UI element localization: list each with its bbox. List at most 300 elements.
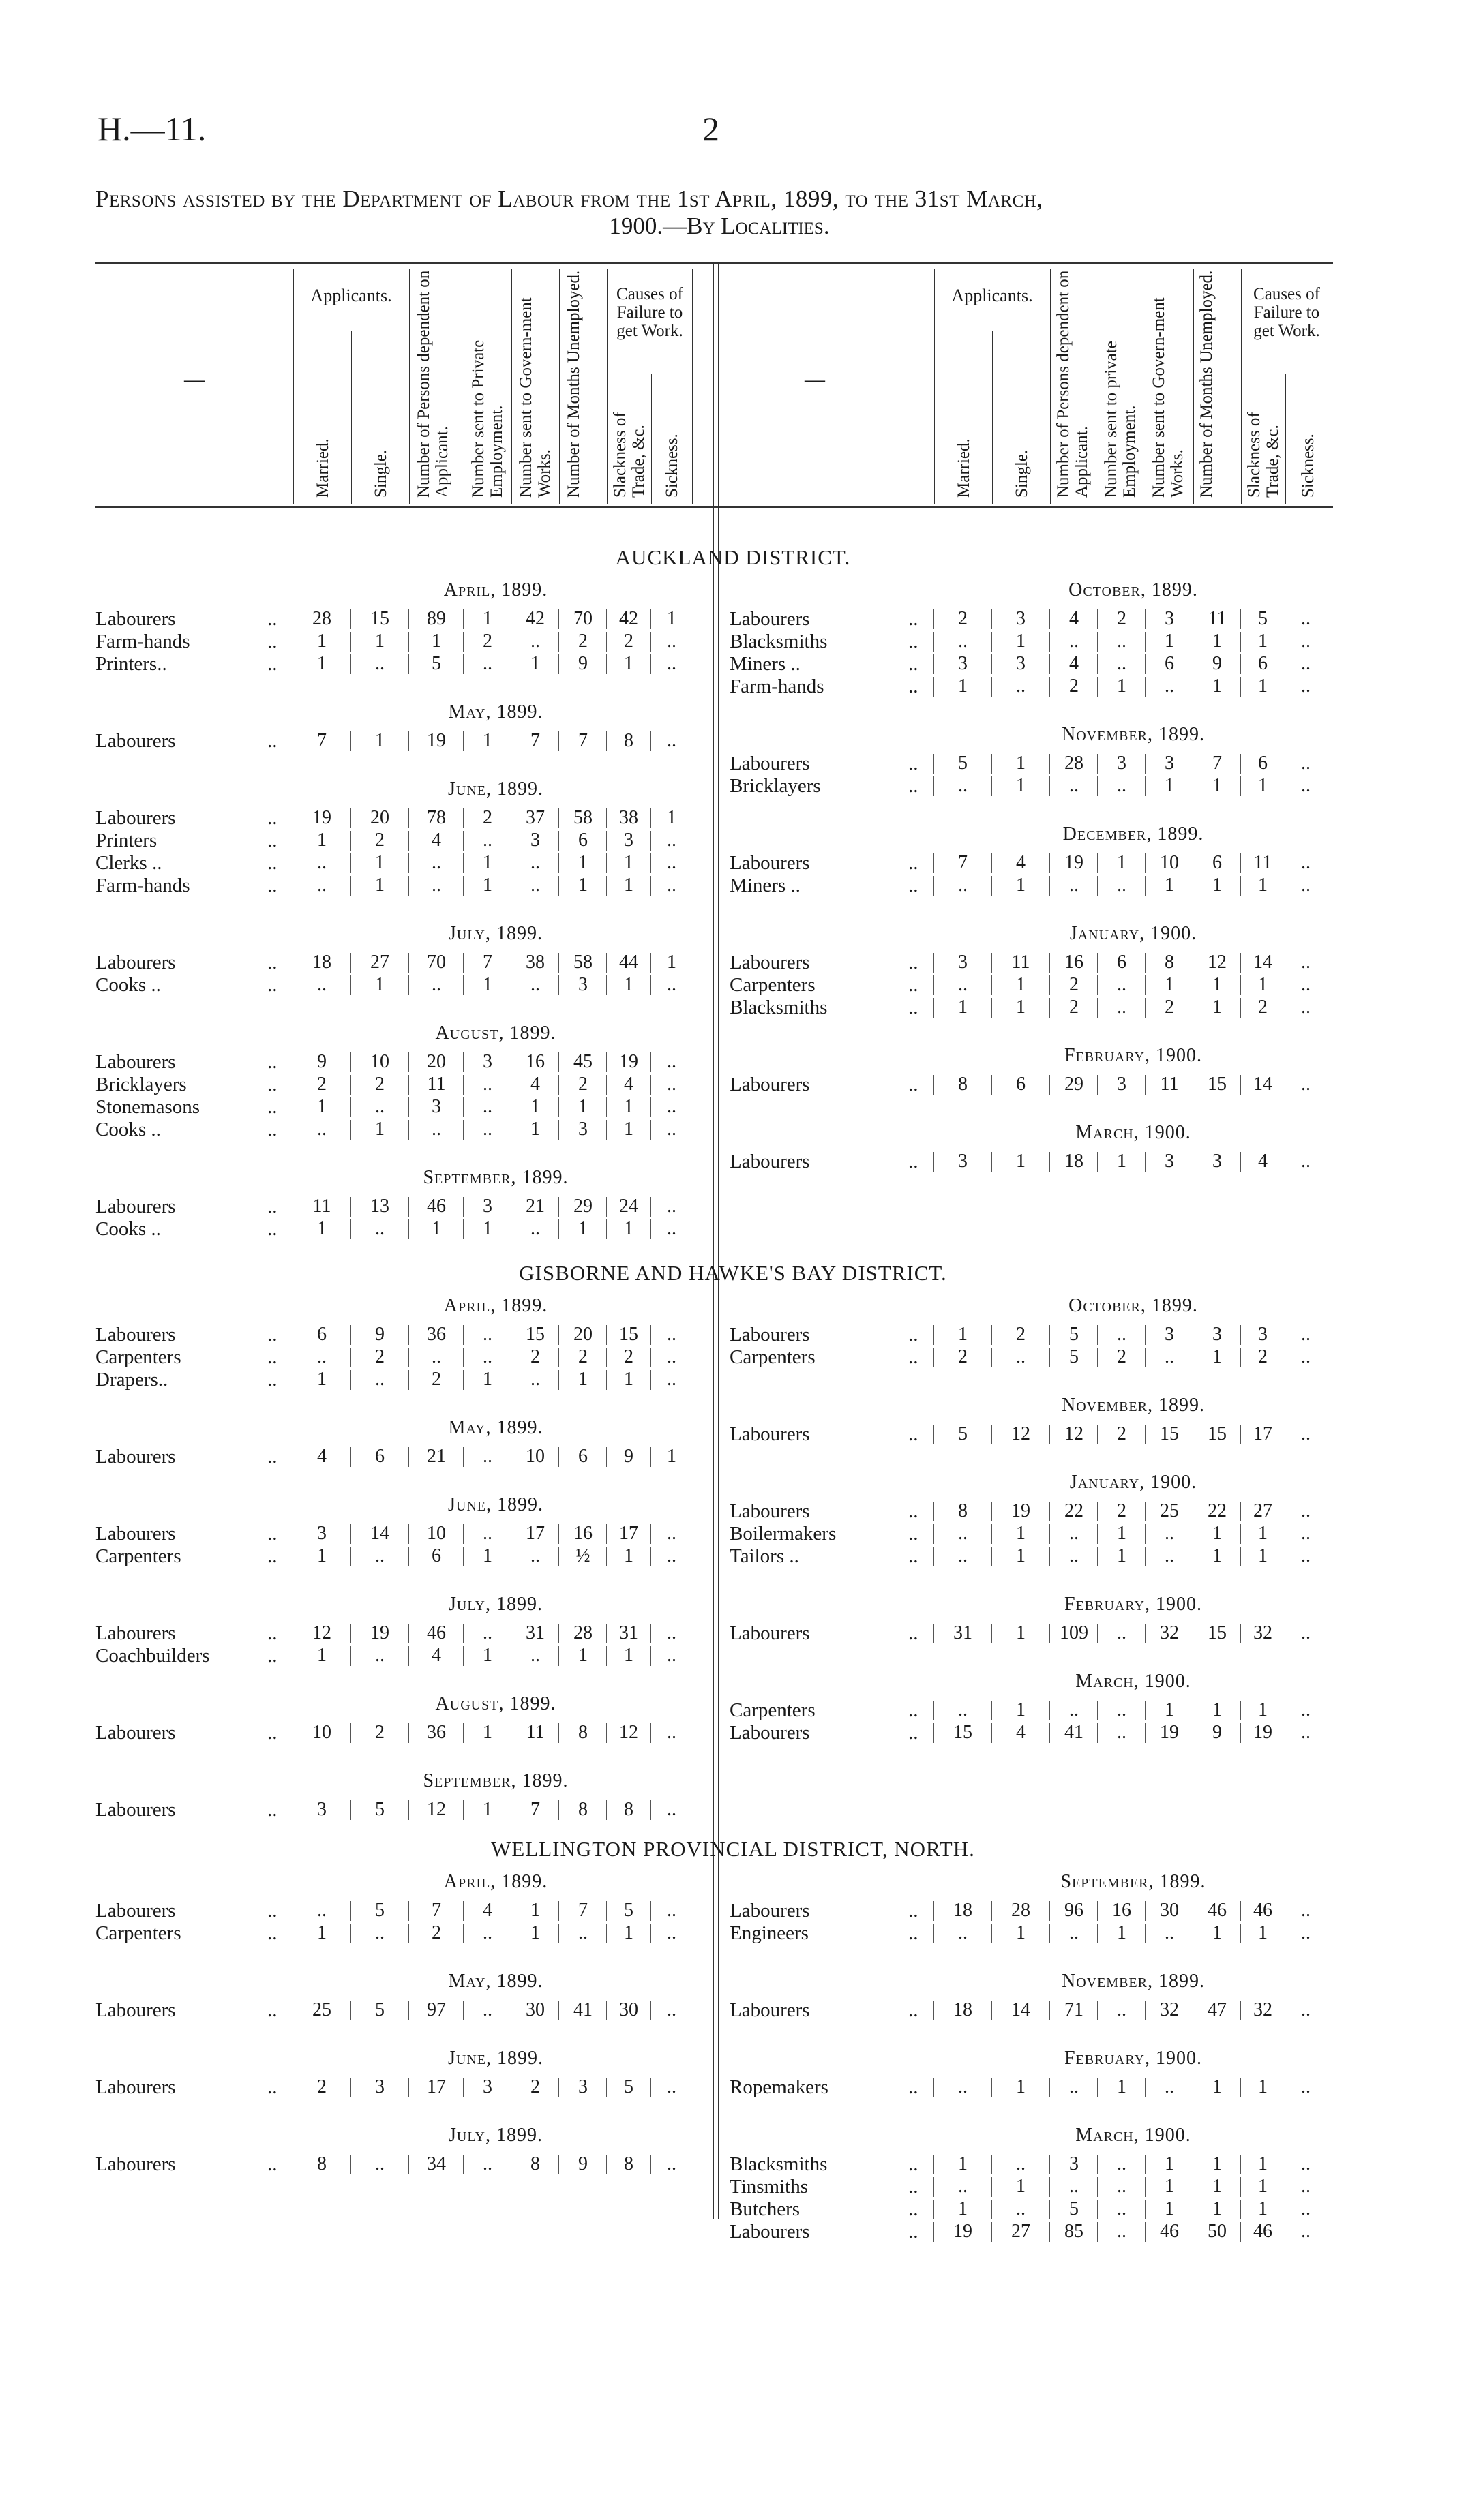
leader-dots: .. [267,1446,278,1468]
cell-rule [558,1219,559,1239]
occupation-label: Labourers [95,1324,176,1346]
month-heading: June, 1899. [448,1494,543,1515]
table-cell: 6 [1016,1074,1026,1095]
table-cell: 1 [624,875,633,896]
cell-rule [350,1097,351,1117]
table-row [0,2076,1466,2099]
table-cell: 11 [1208,608,1227,629]
cell-rule [1097,609,1098,629]
cell-rule [1145,2177,1146,2197]
table-cell: 1 [578,1218,588,1239]
table-cell: 85 [1064,2221,1083,2242]
cell-rule [1145,677,1146,697]
leader-dots: .. [908,631,918,652]
cell-rule [558,1370,559,1390]
table-cell: 1 [1212,675,1222,697]
month-heading: February, 1900. [1064,2048,1203,2069]
cell-rule [408,808,409,828]
table-cell: 1 [483,1722,492,1743]
table-cell: .. [530,1369,540,1390]
cell-rule [1097,1348,1098,1367]
cell-rule [933,1701,934,1720]
cell-rule [1097,2078,1098,2097]
table-cell: .. [667,1999,676,2020]
cell-rule [650,1219,651,1239]
leader-dots: .. [908,608,918,630]
cell-rule [1049,632,1050,652]
causes-header: Causes of Failure to get Work. [616,285,683,340]
leader-dots: .. [908,952,918,973]
table-cell: .. [1117,775,1126,796]
cell-rule [1049,2001,1050,2020]
table-cell: 1 [1117,2076,1126,2097]
table-cell: .. [1301,2153,1311,2174]
table-cell: 20 [427,1051,446,1072]
table-cell: 1 [1212,1523,1222,1544]
table-row [0,1346,1466,1369]
table-cell: 1 [483,852,492,873]
table-cell: 1 [1212,2076,1222,2097]
table-cell: .. [958,2176,968,2197]
cell-rule [991,654,992,674]
cell-rule [1145,975,1146,995]
cell-rule [1240,2200,1241,2219]
table-cell: 13 [370,1196,389,1217]
table-cell: 4 [1258,1151,1268,1172]
table-cell: ½ [575,1545,590,1566]
cell-rule [1097,1502,1098,1521]
cell-rule [408,731,409,751]
table-cell: 1 [1165,775,1174,796]
cell-rule [1240,2222,1241,2242]
cell-rule [350,1219,351,1239]
table-cell: .. [375,1922,385,1943]
table-cell: .. [1016,1346,1026,1367]
occupation-label: Bricklayers [95,1074,187,1095]
occupation-label: Labourers [730,608,810,630]
table-cell: 1 [1258,775,1268,796]
leader-dots: .. [908,675,918,697]
occupation-label: Farm-hands [95,631,190,652]
month-heading: March, 1900. [1075,1122,1191,1143]
table-cell: .. [1301,974,1311,995]
table-cell: 32 [1253,1622,1272,1643]
table-cell: 2 [375,1722,385,1743]
cell-rule [933,654,934,674]
table-cell: 3 [432,1096,441,1117]
cell-rule [991,876,992,896]
table-cell: .. [1069,2076,1079,2097]
cell-rule [1097,654,1098,674]
leader-dots: .. [267,1999,278,2021]
occupation-label: Carpenters [730,1346,816,1368]
table-cell: 3 [317,1799,327,1820]
table-cell: 19 [619,1051,638,1072]
leader-dots: .. [267,1096,278,1118]
table-row [0,1523,1466,1545]
table-cell: .. [317,1346,327,1367]
table-cell: 31 [619,1622,638,1643]
table-cell: .. [667,1074,676,1095]
table-cell: .. [667,730,676,751]
table-cell: .. [432,1119,441,1140]
cell-rule [463,1097,464,1117]
cell-rule [1145,1723,1146,1743]
table-row [0,631,1466,653]
cell-rule [1145,2001,1146,2020]
table-cell: .. [1301,2198,1311,2219]
table-cell: .. [1069,1922,1079,1943]
table-cell: 1 [1212,1699,1222,1720]
applicants-header: Applicants. [310,286,392,305]
cell-rule [933,876,934,896]
table-cell: 3 [1258,1324,1268,1345]
cell-rule [1049,754,1050,774]
table-cell: 4 [432,830,441,851]
cell-rule [1240,1152,1241,1172]
cell-rule [933,1325,934,1345]
table-cell: .. [1301,753,1311,774]
table-cell: .. [667,1119,676,1140]
table-cell: 1 [1016,974,1026,995]
month-heading: May, 1899. [448,701,543,723]
table-cell: 2 [432,1369,441,1390]
leader-dots: .. [267,1074,278,1095]
cell-rule [408,1097,409,1117]
table-cell: 3 [483,1196,492,1217]
leader-dots: .. [267,1369,278,1391]
cell-rule [463,1197,464,1217]
table-cell: 2 [375,830,385,851]
dependent-header: Number of Persons dependent on Applicant. [1054,270,1091,498]
table-cell: .. [667,1324,676,1345]
table-cell: .. [483,1999,492,2020]
table-cell: 2 [483,807,492,828]
table-cell: 1 [1212,2198,1222,2219]
table-cell: 1 [1258,2176,1268,2197]
table-cell: 2 [1117,608,1126,629]
cell-rule [650,1052,651,1072]
cell-rule [408,1197,409,1217]
cell-rule [1097,1901,1098,1921]
occupation-label: Labourers [95,1722,176,1744]
table-cell: .. [667,1799,676,1820]
cell-rule [1145,1325,1146,1345]
cell-rule [933,776,934,796]
occupation-label: Labourers [730,1622,810,1644]
table-cell: 1 [624,1545,633,1566]
cell-rule [606,1219,607,1239]
table-cell: 5 [1069,2198,1079,2219]
table-cell: .. [1301,952,1311,973]
cell-rule [650,1097,651,1117]
occupation-label: Stonemasons [95,1096,200,1118]
cell-rule [650,808,651,828]
table-cell: 25 [312,1999,331,2020]
cell-rule [933,1524,934,1544]
cell-rule [408,1120,409,1140]
table-cell: .. [1165,1545,1174,1566]
leader-dots: .. [267,2153,278,2175]
table-cell: 7 [578,1900,588,1921]
table-cell: 50 [1208,2221,1227,2242]
cell-rule [1145,1348,1146,1367]
table-cell: 2 [1069,974,1079,995]
table-cell: 21 [427,1446,446,1467]
table-cell: .. [483,653,492,674]
cell-rule [1145,609,1146,629]
table-cell: 1 [1258,675,1268,697]
table-cell: .. [1301,675,1311,697]
cell-rule [350,1646,351,1666]
table-cell: 1 [1212,1922,1222,1943]
cell-rule [463,808,464,828]
table-cell: 1 [375,852,385,873]
cell-rule [408,1219,409,1239]
table-cell: 1 [1016,775,1026,796]
cell-rule [606,1052,607,1072]
table-cell: .. [958,1922,968,1943]
cell-rule [1049,2155,1050,2174]
cell-rule [1097,2200,1098,2219]
cell-rule [1240,776,1241,796]
private-employment-header: Number sent to Private Employment. [469,339,506,498]
cell-rule [1240,953,1241,973]
table-cell: 28 [1064,753,1083,774]
sickness-header: Sickness. [663,434,681,498]
month-heading: July, 1899. [449,923,543,944]
table-cell: 1 [1258,2153,1268,2174]
occupation-label: Labourers [95,2076,176,2098]
table-cell: .. [317,1119,327,1140]
occupation-label: Miners .. [730,653,801,675]
table-cell: 28 [1011,1900,1030,1921]
table-cell: .. [667,1922,676,1943]
table-cell: .. [483,1324,492,1345]
cell-rule [933,754,934,774]
table-cell: 11 [312,1196,331,1217]
leader-dots: .. [908,1622,918,1644]
leader-dots: .. [908,1999,918,2021]
table-row [0,753,1466,775]
occupation-label: Printers.. [95,653,167,675]
table-cell: .. [1301,1500,1311,1521]
table-cell: 36 [427,1722,446,1743]
table-cell: .. [1301,1622,1311,1643]
table-cell: .. [1301,1074,1311,1095]
table-cell: .. [1117,1622,1126,1643]
table-cell: .. [483,2153,492,2174]
table-cell: 3 [1212,1324,1222,1345]
table-cell: 1 [1016,1622,1026,1643]
table-cell: 1 [1165,2198,1174,2219]
leader-dots: .. [908,775,918,797]
table-cell: .. [1301,1999,1311,2020]
table-cell: .. [530,875,540,896]
table-cell: 21 [526,1196,545,1217]
table-row [0,653,1466,675]
table-cell: .. [1165,1922,1174,1943]
cell-rule [933,975,934,995]
table-cell: 1 [1258,2076,1268,2097]
cell-rule [650,731,651,751]
table-row [0,1999,1466,2022]
cell-rule [933,953,934,973]
table-cell: 1 [1016,1151,1026,1172]
leader-dots: .. [267,830,278,851]
table-cell: .. [1069,1545,1079,1566]
table-cell: 1 [1165,1699,1174,1720]
table-cell: 5 [375,1900,385,1921]
leader-dots: .. [908,1699,918,1721]
month-heading: January, 1900. [1069,923,1197,944]
table-cell: 9 [375,1324,385,1345]
cell-rule [650,1120,651,1140]
leader-dots: .. [267,852,278,874]
cell-rule [1097,754,1098,774]
table-row [0,852,1466,875]
occupation-label: Blacksmiths [730,997,828,1018]
cell-rule [1049,853,1050,873]
table-cell: .. [530,974,540,995]
table-cell: .. [667,1523,676,1544]
table-cell: 6 [578,830,588,851]
table-cell: .. [317,852,327,873]
table-cell: 1 [1258,1523,1268,1544]
table-cell: .. [1301,1545,1311,1566]
table-cell: 1 [1212,974,1222,995]
occupation-label: Cooks .. [95,974,161,996]
table-cell: 36 [427,1324,446,1345]
table-cell: 27 [1011,2221,1030,2242]
table-cell: 2 [1069,675,1079,697]
table-cell: 4 [530,1074,540,1095]
table-cell: 1 [624,653,633,674]
table-cell: 2 [624,1346,633,1367]
table-cell: .. [483,1119,492,1140]
occupation-label: Labourers [730,1324,810,1346]
table-cell: 4 [432,1645,441,1666]
table-cell: 1 [578,1645,588,1666]
occupation-label: Labourers [730,952,810,973]
cell-rule [1097,975,1098,995]
cell-rule [606,831,607,851]
table-cell: 1 [1016,875,1026,896]
leader-dots: .. [267,1799,278,1821]
cell-rule [1049,1152,1050,1172]
leader-dots: .. [267,1119,278,1140]
table-cell: 9 [578,653,588,674]
cell-rule [1240,1325,1241,1345]
table-cell: 19 [370,1622,389,1643]
table-cell: 3 [958,653,968,674]
table-cell: 1 [667,952,676,973]
cell-rule [1240,2177,1241,2197]
table-cell: .. [1069,1523,1079,1544]
cell-rule [558,1197,559,1217]
leader-dots: .. [908,1346,918,1368]
month-heading: April, 1899. [443,1871,548,1892]
table-cell: .. [1117,974,1126,995]
occupation-label: Labourers [730,1722,810,1744]
table-cell: 70 [427,952,446,973]
occupation-label: Miners .. [730,875,801,896]
married-header: Married. [314,438,332,498]
table-cell: 4 [483,1900,492,1921]
table-cell: 1 [317,1645,327,1666]
table-cell: 19 [1064,852,1083,873]
cell-rule [1145,1701,1146,1720]
month-heading: March, 1900. [1075,2125,1191,2146]
table-cell: 1 [530,1900,540,1921]
cell-rule [558,1120,559,1140]
table-cell: .. [958,775,968,796]
month-heading: August, 1899. [435,1022,556,1044]
month-heading: June, 1899. [448,778,543,800]
cell-rule [558,731,559,751]
occupation-label: Labourers [730,1500,810,1522]
leader-dots: .. [908,1423,918,1445]
slackness-header: Slackness of Trade, &c. [1245,412,1282,498]
table-cell: 1 [317,1545,327,1566]
month-heading: July, 1899. [449,1594,543,1615]
table-cell: 19 [1011,1500,1030,1521]
leader-dots: .. [267,1900,278,1922]
table-cell: 18 [953,1900,972,1921]
table-cell: .. [1165,1523,1174,1544]
table-row [0,1196,1466,1218]
table-cell: .. [1165,675,1174,697]
cell-rule [1049,998,1050,1018]
table-row [0,2153,1466,2176]
table-cell: .. [375,1545,385,1566]
table-cell: .. [578,1922,588,1943]
table-cell: .. [375,653,385,674]
occupation-label: Blacksmiths [730,631,828,652]
months-unemployed-header: Number of Months Unemployed. [1197,270,1216,498]
table-cell: 2 [1165,997,1174,1018]
table-cell: 29 [573,1196,593,1217]
leader-dots: .. [267,608,278,630]
cell-rule [1049,1547,1050,1566]
table-cell: 2 [1117,1500,1126,1521]
occupation-label: Cooks .. [95,1119,161,1140]
table-cell: .. [432,1346,441,1367]
occupation-label: Labourers [95,1622,176,1644]
cell-rule [1145,998,1146,1018]
table-cell: 3 [483,1051,492,1072]
cell-rule [1240,2001,1241,2020]
table-cell: 2 [624,631,633,652]
cell-rule [408,831,409,851]
cell-rule [933,998,934,1018]
cell-rule [1145,2078,1146,2097]
table-cell: .. [667,1196,676,1217]
table-cell: 15 [1208,1423,1227,1444]
table-cell: .. [1301,1523,1311,1544]
table-cell: 42 [526,608,545,629]
cell-rule [1240,1624,1241,1643]
table-cell: 5 [1258,608,1268,629]
table-cell: .. [1301,2076,1311,2097]
table-cell: 1 [667,1446,676,1467]
cell-rule [1240,754,1241,774]
cell-rule [933,1502,934,1521]
cell-rule [558,808,559,828]
cell-rule [1145,654,1146,674]
table-cell: .. [1301,775,1311,796]
cell-rule [991,1348,992,1367]
